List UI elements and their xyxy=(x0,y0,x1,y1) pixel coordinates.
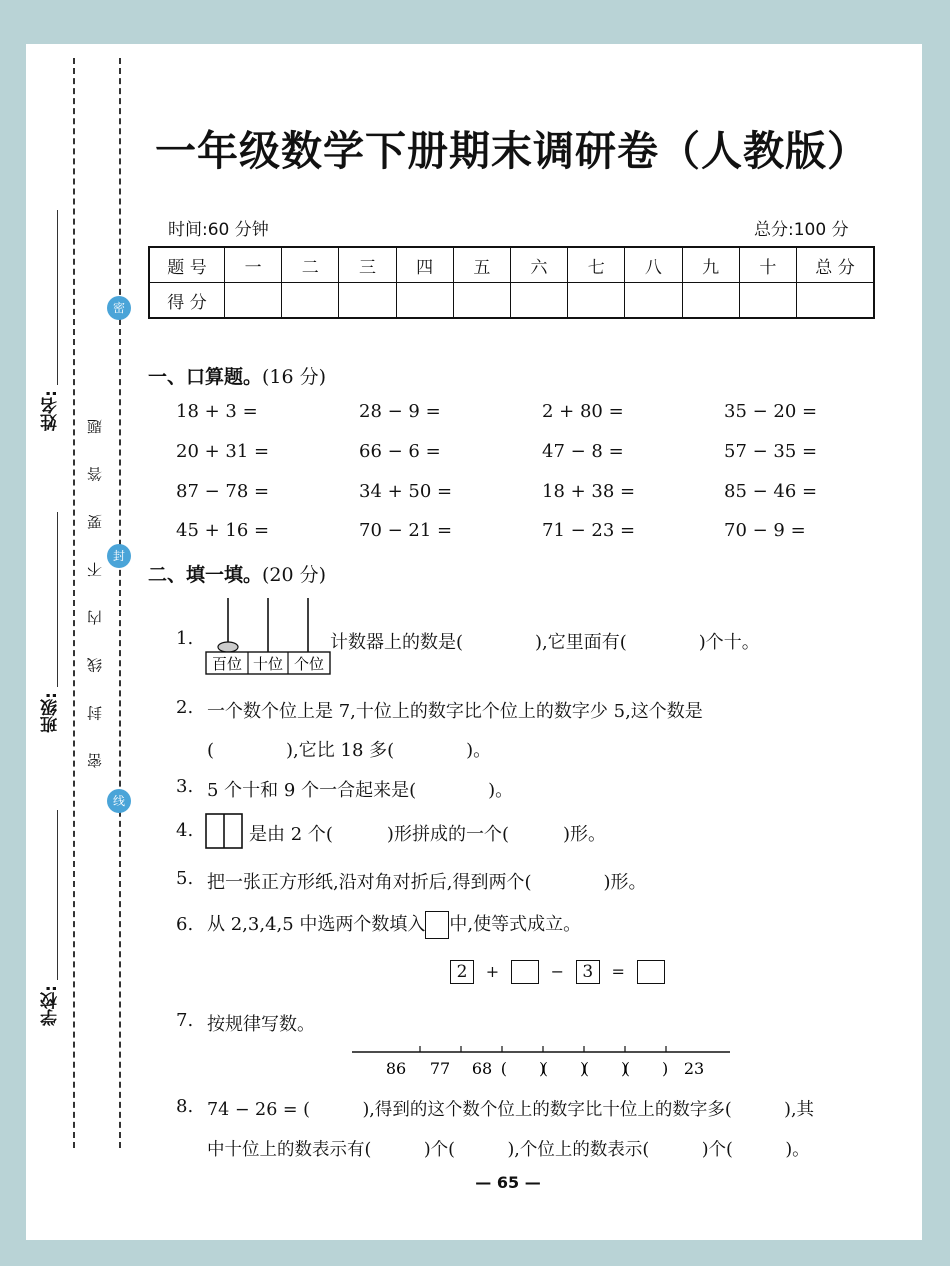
score-table xyxy=(148,246,875,319)
answer-box-sample xyxy=(425,911,449,939)
q5-number: 5. xyxy=(176,868,194,889)
equation: 2 + 80 = xyxy=(542,401,624,422)
q6-text-b: 中,使等式成立。 xyxy=(449,914,582,935)
score-cell[interactable] xyxy=(282,283,339,319)
answer-box[interactable] xyxy=(511,960,539,984)
q6-number: 6. xyxy=(176,914,194,935)
q4-text: 是由 2 个( )形拼成的一个( )形。 xyxy=(249,824,606,845)
score-cell[interactable] xyxy=(682,283,739,319)
answer-box[interactable] xyxy=(637,960,665,984)
name-line xyxy=(57,210,58,385)
section1-title xyxy=(148,362,326,389)
score-cell[interactable] xyxy=(453,283,510,319)
equation: 47 − 8 = xyxy=(542,441,624,462)
number-box-2: 2 xyxy=(450,960,474,984)
q7-number: 7. xyxy=(176,1010,194,1031)
score-cell[interactable] xyxy=(739,283,796,319)
score-header-cell: 五 xyxy=(453,247,510,283)
score-header-cell: 七 xyxy=(568,247,625,283)
q4-number: 4. xyxy=(176,820,194,841)
plus-sign: + xyxy=(485,962,500,981)
score-cell[interactable] xyxy=(625,283,682,319)
seq-value: 86 xyxy=(385,1059,407,1078)
q8-line2: 中十位上的数表示有( )个( ),个位上的数表示( )个( )。 xyxy=(207,1140,810,1160)
q2-line1: 一个数个位上是 7,十位上的数字比个位上的数字少 5,这个数是 xyxy=(207,701,703,722)
time-label: 时间:60 分钟 xyxy=(168,220,269,240)
abacus-label-tens: 十位 xyxy=(252,655,284,673)
section2-points: (20 分) xyxy=(262,564,327,586)
score-header-cell: 六 xyxy=(510,247,567,283)
equation: 70 − 21 = xyxy=(359,520,453,541)
equation: 18 + 38 = xyxy=(542,481,636,502)
seq-blank: ( ) xyxy=(623,1059,669,1078)
total-score-label: 总分:100 分 xyxy=(754,220,849,240)
name-label: 姓名: xyxy=(41,390,61,431)
q1-text: 计数器上的数是( ),它里面有( )个十。 xyxy=(330,632,760,653)
class-line xyxy=(57,512,58,687)
q1-number: 1. xyxy=(176,628,194,649)
section1-heading: 一、口算题。 xyxy=(148,366,263,388)
rectangle-diagram xyxy=(205,813,243,849)
q8-line1: 74 − 26 = ( ),得到的这个数个位上的数字比十位上的数字多( ),其 xyxy=(207,1100,815,1120)
equation: 18 + 3 = xyxy=(176,401,258,422)
seal-circle-mi: 密 xyxy=(107,296,131,320)
equation: 87 − 78 = xyxy=(176,481,270,502)
seal-instruction: 密 封 线 内 不 要 答 题 xyxy=(86,405,104,769)
seal-line-outer xyxy=(73,58,75,1148)
section2-title xyxy=(148,560,326,587)
school-label: 学校: xyxy=(41,985,61,1026)
equals-sign: = xyxy=(611,962,625,981)
q6-text xyxy=(207,910,581,939)
seal-circle-feng: 封 xyxy=(107,544,131,568)
score-header-cell: 题 号 xyxy=(149,247,225,283)
abacus-label-ones: 个位 xyxy=(293,655,325,673)
seal-line-inner xyxy=(119,58,121,1148)
q2-number: 2. xyxy=(176,697,194,718)
score-row-label: 得 分 xyxy=(149,283,225,319)
equation: 57 − 35 = xyxy=(724,441,818,462)
score-cell[interactable] xyxy=(568,283,625,319)
equation: 85 − 46 = xyxy=(724,481,818,502)
section1-points: (16 分) xyxy=(262,366,327,388)
q8-number: 8. xyxy=(176,1096,194,1117)
score-header-cell: 八 xyxy=(625,247,682,283)
seq-value: 77 xyxy=(429,1059,451,1078)
score-cell[interactable] xyxy=(396,283,453,319)
minus-sign: − xyxy=(550,962,565,981)
school-line xyxy=(57,810,58,980)
page-title: 一年级数学下册期末调研卷（人教版） xyxy=(155,127,869,175)
q7-text: 按规律写数。 xyxy=(207,1014,315,1035)
q3-text: 5 个十和 9 个一合起来是( )。 xyxy=(207,780,514,801)
score-header-cell: 一 xyxy=(225,247,282,283)
q5-text: 把一张正方形纸,沿对角对折后,得到两个( )形。 xyxy=(207,872,647,893)
seq-blank: ( ) xyxy=(582,1059,628,1078)
number-box-3: 3 xyxy=(576,960,600,984)
number-line xyxy=(350,1040,735,1082)
equation: 34 + 50 = xyxy=(359,481,453,502)
q3-number: 3. xyxy=(176,776,194,797)
q2-line2: ( ),它比 18 多( )。 xyxy=(207,740,492,761)
score-header-cell: 四 xyxy=(396,247,453,283)
page-number: — 65 — xyxy=(475,1173,541,1192)
score-header-row xyxy=(149,247,874,283)
seq-blank: ( ) xyxy=(541,1059,587,1078)
score-row xyxy=(149,283,874,319)
score-cell[interactable] xyxy=(225,283,282,319)
q6-equation xyxy=(450,960,665,984)
equation: 66 − 6 = xyxy=(359,441,441,462)
section2-heading: 二、填一填。 xyxy=(148,564,263,586)
class-label: 班级: xyxy=(41,692,61,733)
seq-blank: ( ) xyxy=(500,1059,546,1078)
score-header-cell: 总 分 xyxy=(797,247,875,283)
equation: 28 − 9 = xyxy=(359,401,441,422)
equation: 35 − 20 = xyxy=(724,401,818,422)
score-header-cell: 二 xyxy=(282,247,339,283)
equation: 70 − 9 = xyxy=(724,520,806,541)
score-header-cell: 三 xyxy=(339,247,396,283)
abacus-diagram xyxy=(204,596,332,678)
score-cell[interactable] xyxy=(510,283,567,319)
equation: 71 − 23 = xyxy=(542,520,636,541)
score-cell[interactable] xyxy=(339,283,396,319)
seq-value: 23 xyxy=(683,1059,705,1078)
score-header-cell: 十 xyxy=(739,247,796,283)
score-header-cell: 九 xyxy=(682,247,739,283)
abacus-label-hundreds: 百位 xyxy=(211,655,243,673)
seal-circle-xian: 线 xyxy=(107,789,131,813)
equation: 45 + 16 = xyxy=(176,520,270,541)
q6-text-a: 从 2,3,4,5 中选两个数填入 xyxy=(207,914,426,935)
score-cell[interactable] xyxy=(797,283,875,319)
equation: 20 + 31 = xyxy=(176,441,270,462)
seq-value: 68 xyxy=(471,1059,493,1078)
